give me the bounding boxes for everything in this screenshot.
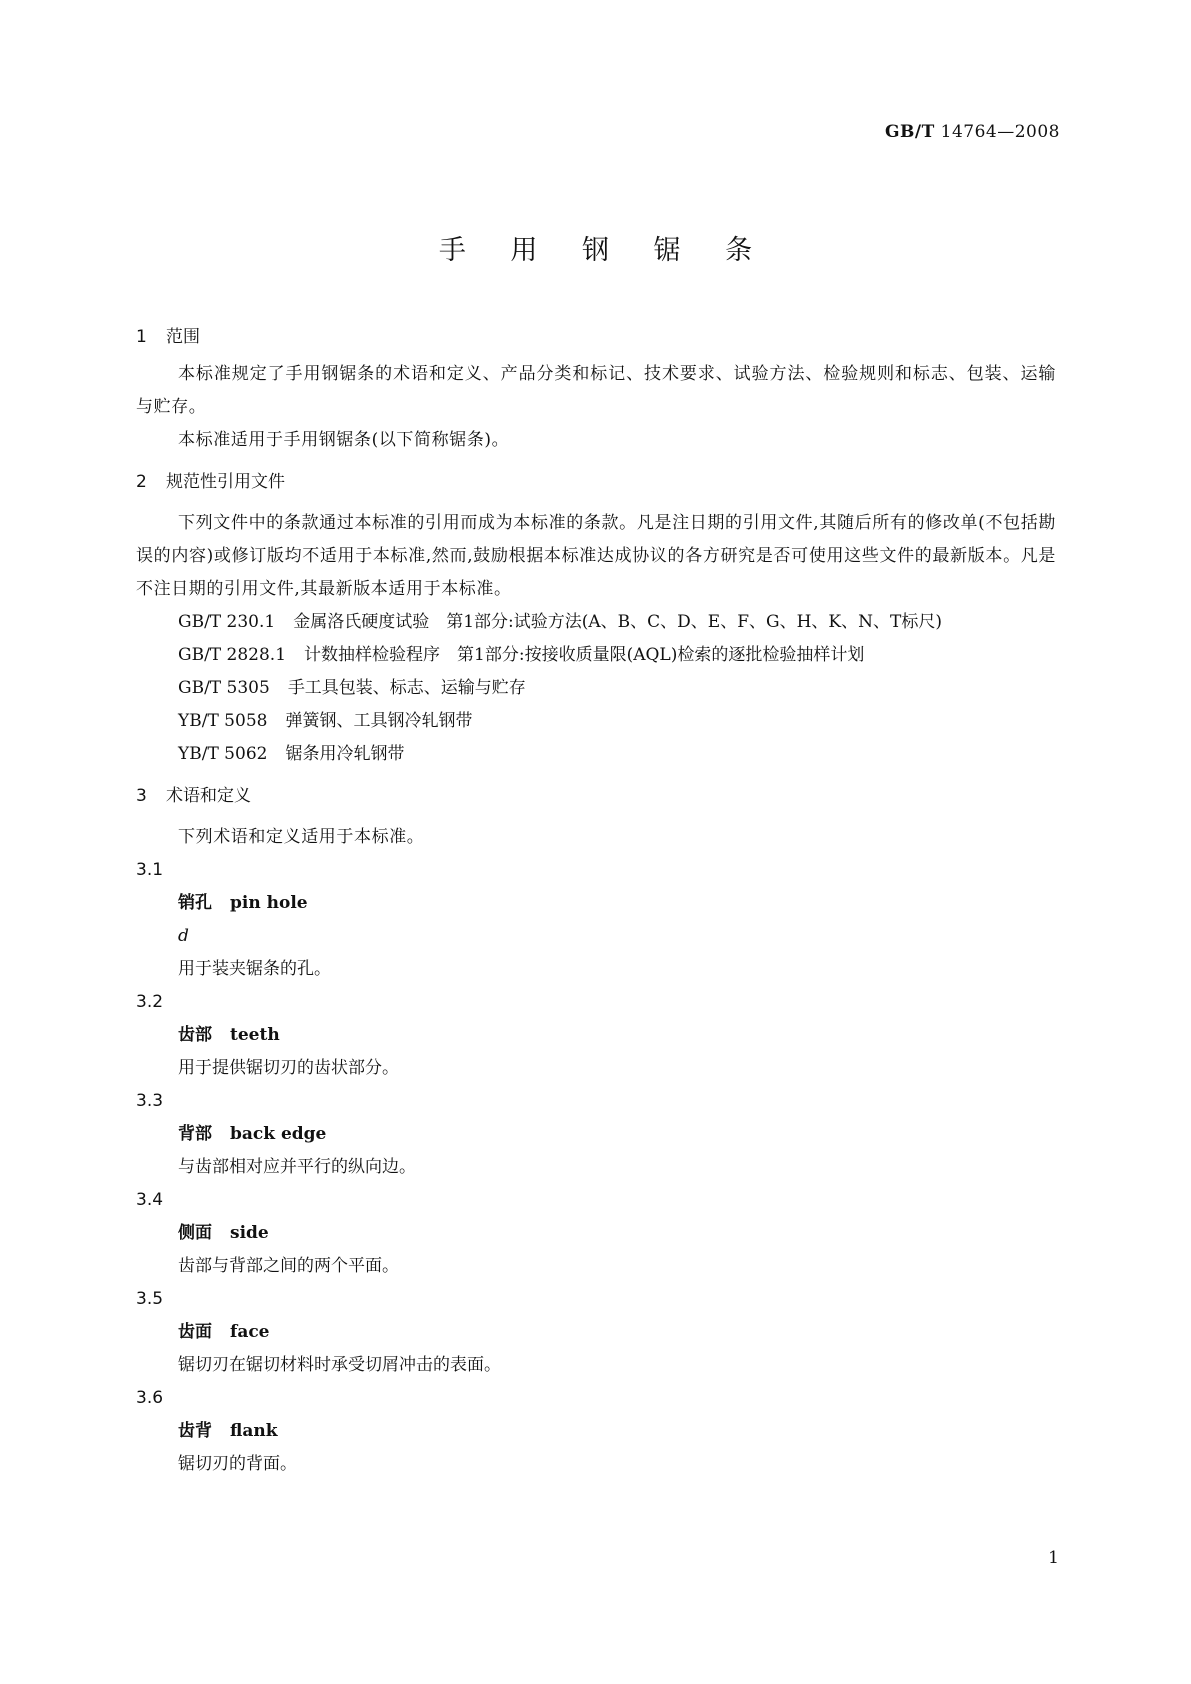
term-name-en: side [230, 1223, 269, 1243]
term-name-en: pin hole [230, 893, 308, 913]
section-heading-terms [136, 783, 1056, 809]
term-entry [136, 1217, 1056, 1250]
term-entry [136, 1415, 1056, 1448]
document-body [136, 324, 1056, 1481]
scope-paragraph-2: 本标准适用于手用钢锯条(以下简称锯条)。 [178, 430, 510, 450]
term-entry [136, 887, 1056, 920]
reference-title: 金属洛氏硬度试验 第1部分:试验方法(A、B、C、D、E、F、G、H、K、N、T标尺) [293, 612, 942, 632]
section-title: 术语和定义 [166, 786, 251, 806]
term-definition: 与齿部相对应并平行的纵向边。 [178, 1157, 416, 1177]
standard-code [885, 122, 1060, 142]
section-number: 2 [136, 472, 147, 492]
reference-item [136, 738, 1056, 771]
term-entry [136, 1118, 1056, 1151]
term-name-en: teeth [230, 1025, 280, 1045]
term-entry [136, 1316, 1056, 1349]
reference-title: 手工具包装、标志、运输与贮存 [287, 678, 526, 698]
term-name-en: flank [230, 1421, 278, 1441]
section-heading-normative [136, 469, 1056, 495]
reference-title: 计数抽样检验程序 第1部分:按接收质量限(AQL)检索的逐批检验抽样计划 [304, 645, 865, 665]
document-title: 手 用 钢 锯 条 [438, 235, 771, 266]
term-name-zh: 背部 [178, 1124, 212, 1144]
term-number: 3.6 [136, 1388, 164, 1408]
term-number: 3.2 [136, 992, 164, 1012]
standard-number: 14764—2008 [940, 122, 1060, 142]
term-definition: 齿部与背部之间的两个平面。 [178, 1256, 399, 1276]
section-heading-scope [136, 324, 1056, 350]
term-number: 3.4 [136, 1190, 164, 1210]
normative-paragraph: 下列文件中的条款通过本标准的引用而成为本标准的条款。凡是注日期的引用文件,其随后所有的修改单(不包括勘误的内容)或修订版均不适用于本标准,然而,鼓励根据本标准达成协议的各方研究是否可使用这些文件的最新版本。凡是不注日期的引用文件,其最新版本适用于本标准。 [136, 513, 1056, 599]
reference-item [136, 705, 1056, 738]
term-name-zh: 齿面 [178, 1322, 212, 1342]
reference-code: YB/T 5062 [178, 744, 268, 764]
reference-code: GB/T 5305 [178, 678, 270, 698]
term-name-zh: 齿背 [178, 1421, 212, 1441]
reference-code: GB/T 2828.1 [178, 645, 287, 665]
section-number: 3 [136, 786, 147, 806]
section-title: 范围 [166, 327, 200, 347]
reference-title: 锯条用冷轧钢带 [285, 744, 405, 764]
reference-code: YB/T 5058 [178, 711, 268, 731]
term-number: 3.3 [136, 1091, 164, 1111]
reference-item [136, 606, 1056, 639]
term-entry [136, 1019, 1056, 1052]
section-number: 1 [136, 327, 147, 347]
term-definition: 用于装夹锯条的孔。 [178, 959, 331, 979]
term-number: 3.5 [136, 1289, 164, 1309]
term-name-zh: 销孔 [178, 893, 212, 913]
term-definition: 锯切刃的背面。 [178, 1454, 297, 1474]
term-name-zh: 齿部 [178, 1025, 212, 1045]
term-number: 3.1 [136, 860, 164, 880]
scope-paragraph-1: 本标准规定了手用钢锯条的术语和定义、产品分类和标记、技术要求、试验方法、检验规则和标志、包装、运输与贮存。 [136, 364, 1056, 417]
term-definition: 用于提供锯切刃的齿状部分。 [178, 1058, 399, 1078]
term-name-en: face [230, 1322, 270, 1342]
term-name-en: back edge [230, 1124, 327, 1144]
reference-title: 弹簧钢、工具钢冷轧钢带 [285, 711, 473, 731]
term-definition: 锯切刃在锯切材料时承受切屑冲击的表面。 [178, 1355, 501, 1375]
reference-item [136, 639, 1056, 672]
reference-item [136, 672, 1056, 705]
standard-prefix: GB/T [885, 122, 935, 142]
section-title: 规范性引用文件 [166, 472, 285, 492]
reference-code: GB/T 230.1 [178, 612, 276, 632]
term-name-zh: 侧面 [178, 1223, 212, 1243]
term-symbol: d [178, 926, 189, 946]
terms-intro: 下列术语和定义适用于本标准。 [178, 827, 425, 847]
page-number: 1 [1048, 1548, 1059, 1568]
